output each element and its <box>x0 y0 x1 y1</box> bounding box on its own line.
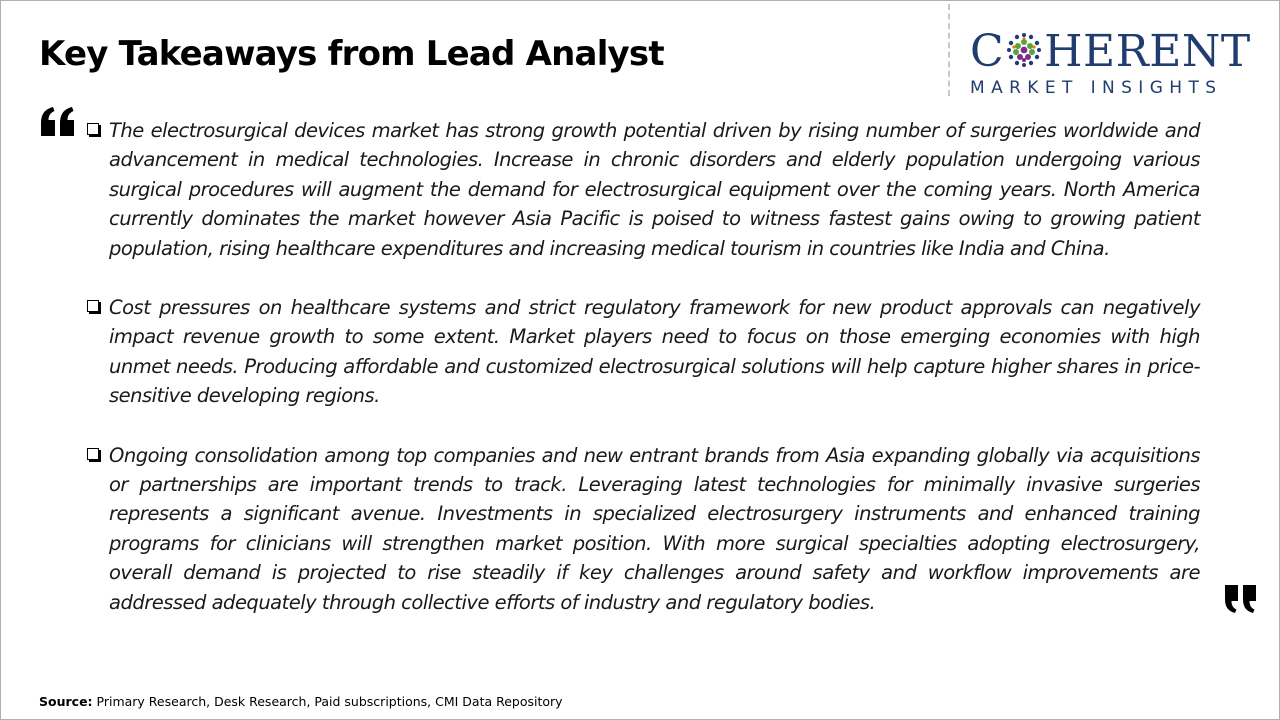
takeaway-item <box>86 116 1200 263</box>
takeaway-text: Ongoing consolidation among top companies and new entrant brands from Asia expanding globally via acquisitions or partnerships are important trends to track. Leveraging latest technologies for minimally invasive surgeries represents a significant avenue. Investments in specialized electrosurgery instruments and enhanced training programs for clinicians will strengthen market position. With more surgical specialties adopting electrosurgery, overall demand is projected to rise steadily if key challenges around safety and workflow improvements are addressed adequately through collective efforts of industry and regulatory bodies. <box>109 443 1200 614</box>
logo-divider <box>948 4 950 96</box>
logo-globe-icon <box>1005 31 1043 69</box>
checkbox-bullet-icon <box>87 123 99 135</box>
logo-word-end: HERENT <box>1044 26 1251 77</box>
takeaway-text: Cost pressures on healthcare systems and strict regulatory framework for new product approvals can negatively impact revenue growth to some extent. Market players need to focus on those emerging economies with high unmet needs. Producing affordable and customized electrosurgical solutions will help capture higher shares in price-sensitive developing regions. <box>109 296 1200 408</box>
takeaway-text: The electrosurgical devices market has strong growth potential driven by rising number of surgeries worldwide and advancement in medical technologies. Increase in chronic disorders and elderly population undergoing various surgical procedures will augment the demand for electrosurgical equipment over the coming years. North America currently dominates the market however Asia Pacific is poised to witness fastest gains owing to growing patient population, rising healthcare expenditures and increasing medical tourism in countries like India and China. <box>109 119 1200 260</box>
page-title: Key Takeaways from Lead Analyst <box>39 34 664 74</box>
logo-word-start: C <box>970 26 1005 77</box>
open-quote-icon <box>40 106 76 138</box>
logo-wordmark <box>970 26 1251 77</box>
checkbox-bullet-icon <box>87 448 99 460</box>
takeaway-item <box>86 441 1200 617</box>
takeaway-item <box>86 293 1200 411</box>
source-note <box>39 694 563 709</box>
source-label: Source: <box>39 694 93 709</box>
takeaways-list <box>86 116 1200 647</box>
logo-tagline: MARKET INSIGHTS <box>970 78 1223 98</box>
source-text: Primary Research, Desk Research, Paid subscriptions, CMI Data Repository <box>92 694 563 709</box>
close-quote-icon <box>1224 584 1258 614</box>
checkbox-bullet-icon <box>87 300 99 312</box>
company-logo <box>966 26 1266 100</box>
